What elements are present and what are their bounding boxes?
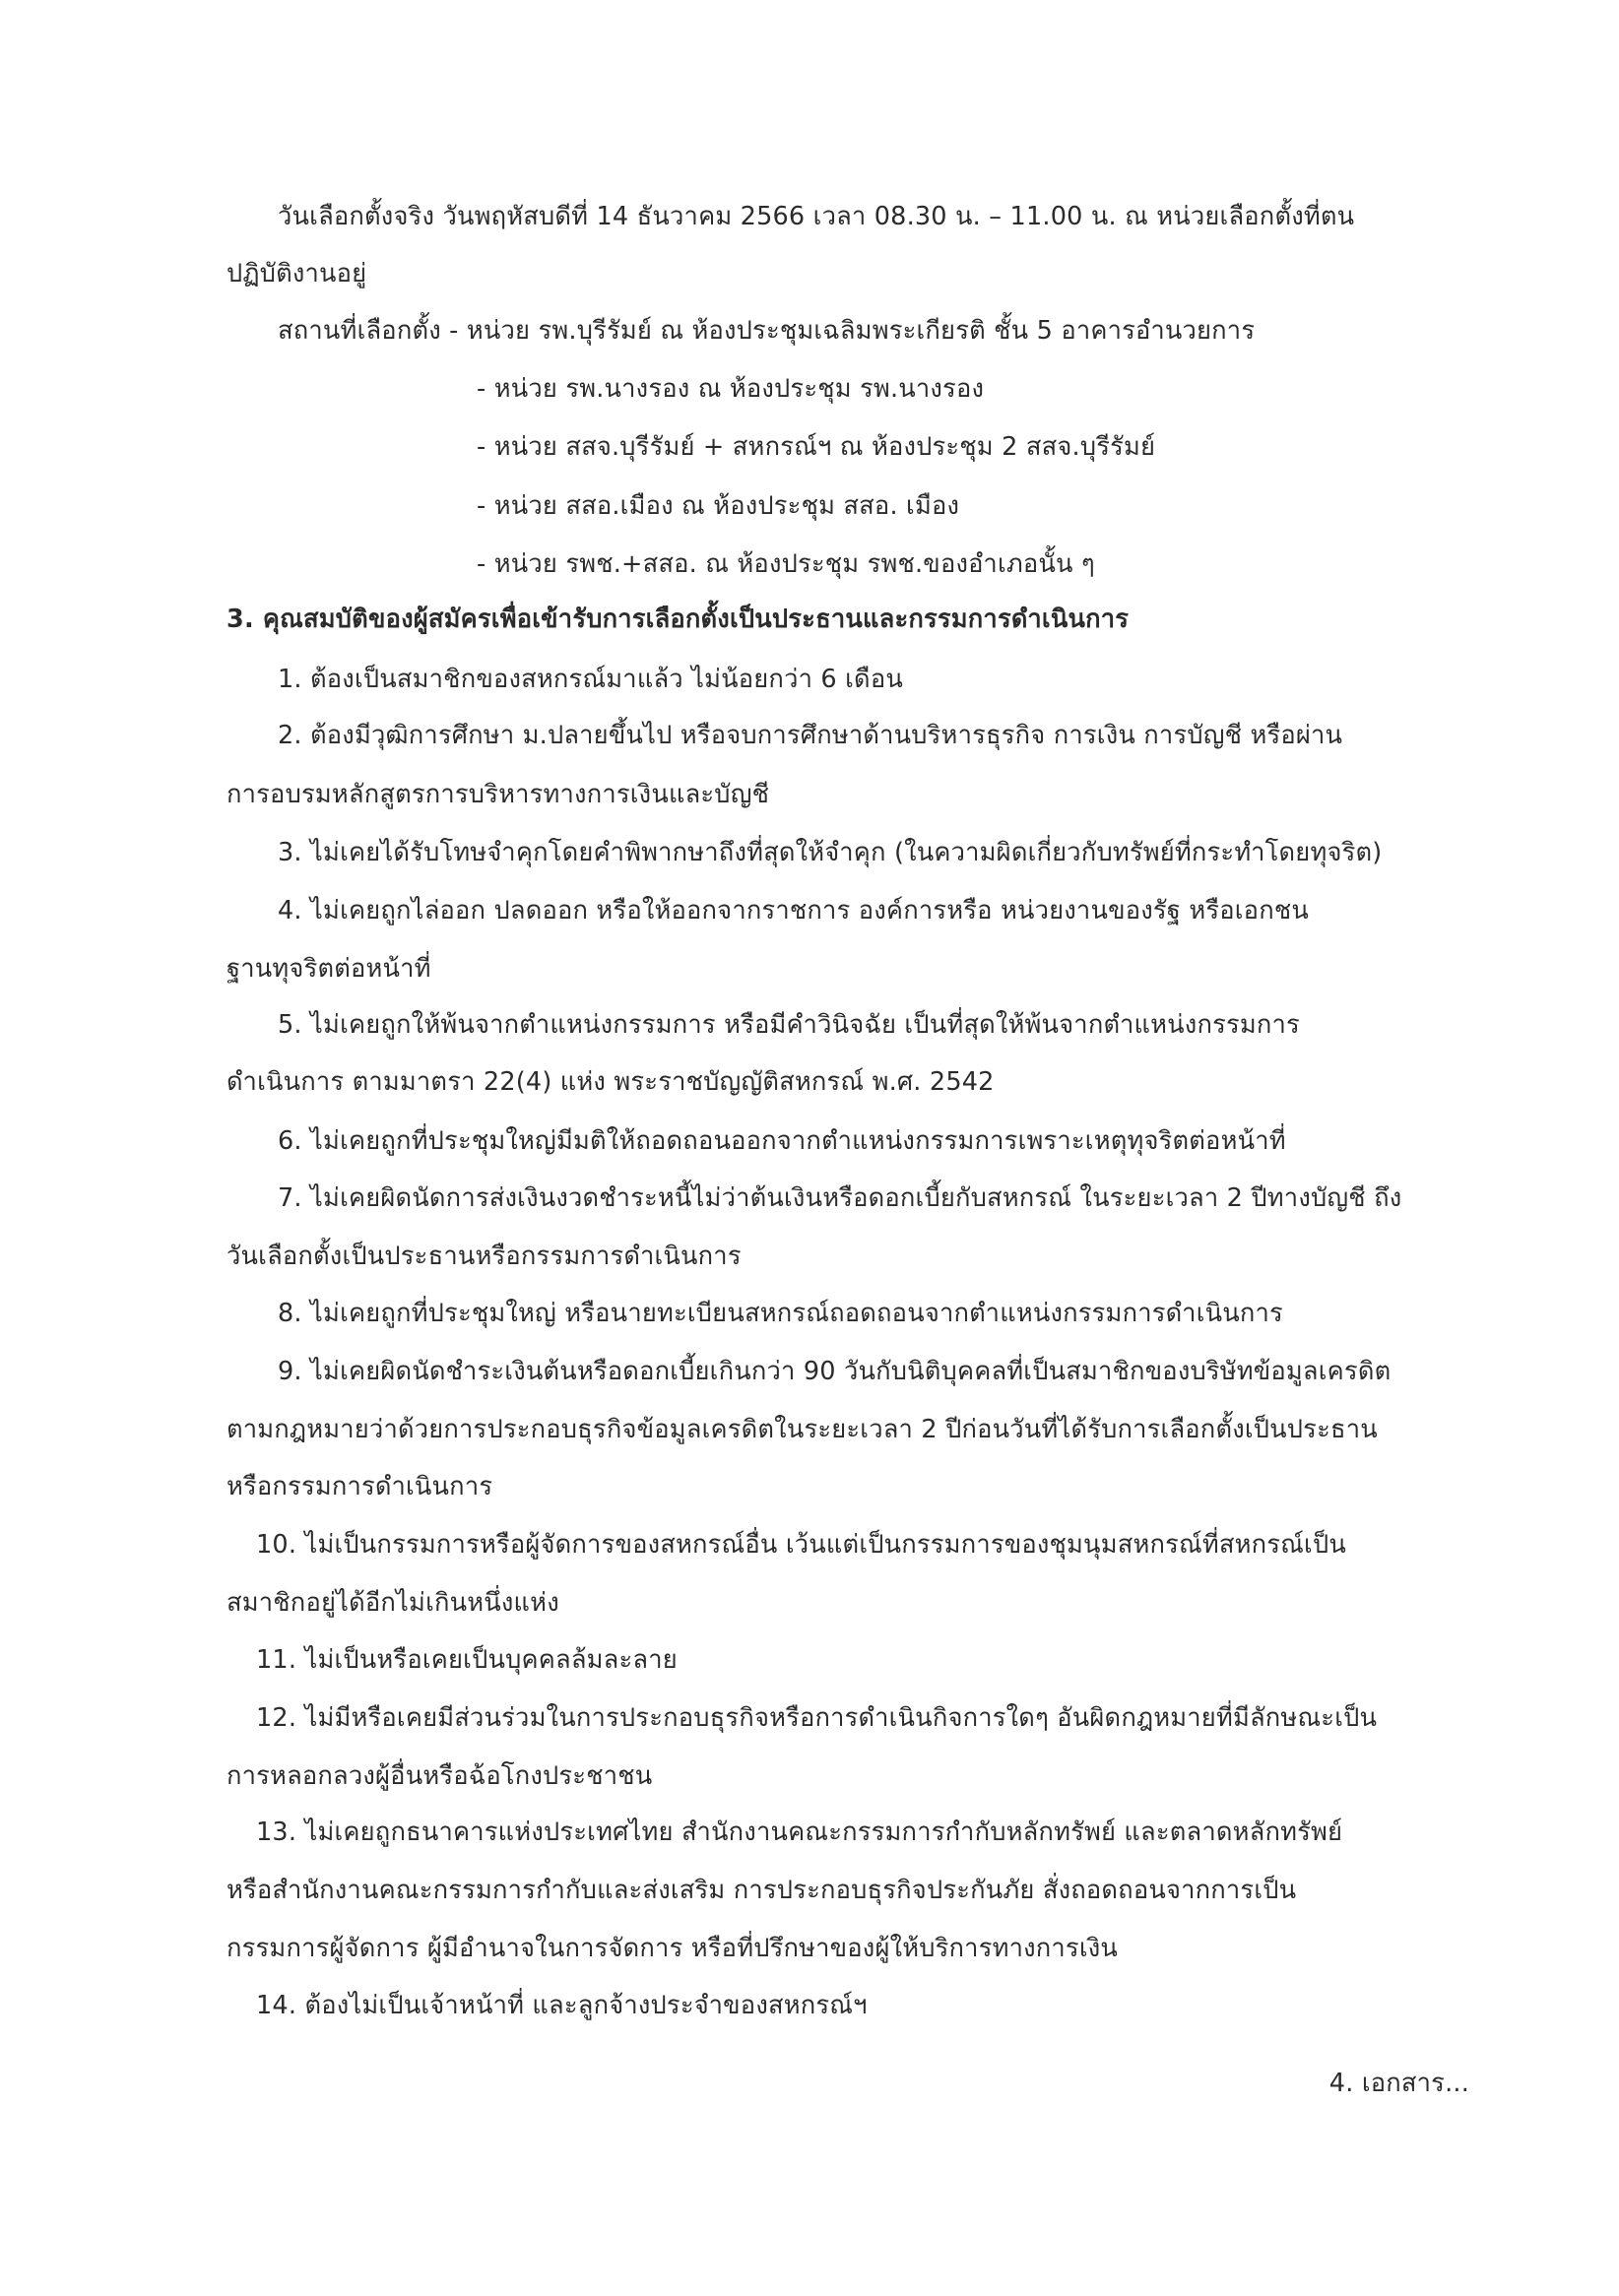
section-heading: 3. คุณสมบัติของผู้สมัครเพื่อเข้ารับการเลือกตั้งเป็นประธานและกรรมการดำเนินการ bbox=[227, 605, 1130, 634]
qualification-item-cont: สมาชิกอยู่ได้อีกไม่เกินหนึ่งแห่ง bbox=[227, 1588, 559, 1618]
location-line: - หน่วย สสจ.บุรีรัมย์ + สหกรณ์ฯ ณ ห้องประชุม 2 สสจ.บุรีรัมย์ bbox=[477, 432, 1156, 462]
qualification-item: 8. ไม่เคยถูกที่ประชุมใหญ่ หรือนายทะเบียนสหกรณ์ถอดถอนจากตำแหน่งกรรมการดำเนินการ bbox=[278, 1299, 1283, 1328]
intro-line-1: วันเลือกตั้งจริง วันพฤหัสบดีที่ 14 ธันวาคม 2566 เวลา 08.30 น. – 11.00 น. ณ หน่วยเลือกตั้งที่ตน bbox=[278, 202, 1355, 231]
qualification-item: 4. ไม่เคยถูกไล่ออก ปลดออก หรือให้ออกจากราชการ องค์การหรือ หน่วยงานของรัฐ หรือเอกชน bbox=[278, 896, 1309, 925]
intro-line-2: ปฏิบัติงานอยู่ bbox=[227, 259, 367, 288]
qualification-item: 7. ไม่เคยผิดนัดการส่งเงินงวดชำระหนี้ไม่ว่าต้นเงินหรือดอกเบี้ยกับสหกรณ์ ในระยะเวลา 2 ปีทางบัญชี ถึง bbox=[278, 1183, 1402, 1213]
qualification-item-cont: การอบรมหลักสูตรการบริหารทางการเงินและบัญชี bbox=[227, 780, 770, 809]
qualification-item-cont: กรรมการผู้จัดการ ผู้มีอำนาจในการจัดการ หรือที่ปรึกษาของผู้ให้บริการทางการเงิน bbox=[227, 1934, 1119, 1963]
continuation-note: 4. เอกสาร... bbox=[1328, 2069, 1469, 2098]
qualification-item: 10. ไม่เป็นกรรมการหรือผู้จัดการของสหกรณ์อื่น เว้นแต่เป็นกรรมการของชุมนุมสหกรณ์ที่สหกรณ์เป็น bbox=[256, 1530, 1346, 1560]
qualification-item-cont: วันเลือกตั้งเป็นประธานหรือกรรมการดำเนินการ bbox=[227, 1242, 742, 1271]
qualification-item-cont: การหลอกลวงผู้อื่นหรือฉ้อโกงประชาชน bbox=[227, 1761, 653, 1791]
location-line: - หน่วย รพ.นางรอง ณ ห้องประชุม รพ.นางรอง bbox=[477, 374, 985, 404]
qualification-item: 2. ต้องมีวุฒิการศึกษา ม.ปลายขึ้นไป หรือจบการศึกษาด้านบริหารธุรกิจ การเงิน การบัญชี หรือผ่าน bbox=[278, 721, 1343, 750]
location-line: สถานที่เลือกตั้ง - หน่วย รพ.บุรีรัมย์ ณ ห้องประชุมเฉลิมพระเกียรติ ชั้น 5 อาคารอำนวยการ bbox=[278, 316, 1256, 346]
qualification-item: 3. ไม่เคยได้รับโทษจำคุกโดยคำพิพากษาถึงที่สุดให้จำคุก (ในความผิดเกี่ยวกับทรัพย์ที่กระทำโดยทุจริต) bbox=[278, 838, 1383, 867]
qualification-item: 11. ไม่เป็นหรือเคยเป็นบุคคลล้มละลาย bbox=[256, 1645, 678, 1675]
qualification-item-cont: หรือกรรมการดำเนินการ bbox=[227, 1472, 493, 1501]
qualification-item: 12. ไม่มีหรือเคยมีส่วนร่วมในการประกอบธุรกิจหรือการดำเนินกิจการใดๆ อันผิดกฎหมายที่มีลักษณะเป็น bbox=[256, 1703, 1378, 1733]
location-line: - หน่วย สสอ.เมือง ณ ห้องประชุม สสอ. เมือง bbox=[477, 491, 960, 521]
qualification-item: 13. ไม่เคยถูกธนาคารแห่งประเทศไทย สำนักงานคณะกรรมการกำกับหลักทรัพย์ และตลาดหลักทรัพย์ bbox=[256, 1818, 1343, 1847]
qualification-item: 1. ต้องเป็นสมาชิกของสหกรณ์มาแล้ว ไม่น้อยกว่า 6 เดือน bbox=[278, 665, 903, 694]
qualification-item-cont: ดำเนินการ ตามมาตรา 22(4) แห่ง พระราชบัญญัติสหกรณ์ พ.ศ. 2542 bbox=[227, 1067, 995, 1097]
qualification-item-cont: หรือสำนักงานคณะกรรมการกำกับและส่งเสริม การประกอบธุรกิจประกันภัย สั่งถอดถอนจากการเป็น bbox=[227, 1876, 1297, 1905]
qualification-item: 9. ไม่เคยผิดนัดชำระเงินต้นหรือดอกเบี้ยเกินกว่า 90 วันกับนิติบุคคลที่เป็นสมาชิกของบริษัทข้อมูลเครดิต bbox=[278, 1357, 1392, 1386]
qualification-item-cont: ตามกฎหมายว่าด้วยการประกอบธุรกิจข้อมูลเครดิตในระยะเวลา 2 ปีก่อนวันที่ได้รับการเลือกตั้งเป็นประธาน bbox=[227, 1415, 1378, 1444]
qualification-item: 5. ไม่เคยถูกให้พ้นจากตำแหน่งกรรมการ หรือมีคำวินิจฉัย เป็นที่สุดให้พ้นจากตำแหน่งกรรมการ bbox=[278, 1010, 1300, 1040]
qualification-item: 6. ไม่เคยถูกที่ประชุมใหญ่มีมติให้ถอดถอนออกจากตำแหน่งกรรมการเพราะเหตุทุจริตต่อหน้าที่ bbox=[278, 1126, 1286, 1156]
location-line: - หน่วย รพช.+สสอ. ณ ห้องประชุม รพช.ของอำเภอนั้น ๆ bbox=[477, 549, 1095, 579]
qualification-item: 14. ต้องไม่เป็นเจ้าหน้าที่ และลูกจ้างประจำของสหกรณ์ฯ bbox=[256, 1991, 868, 2020]
qualification-item-cont: ฐานทุจริตต่อหน้าที่ bbox=[227, 954, 431, 984]
